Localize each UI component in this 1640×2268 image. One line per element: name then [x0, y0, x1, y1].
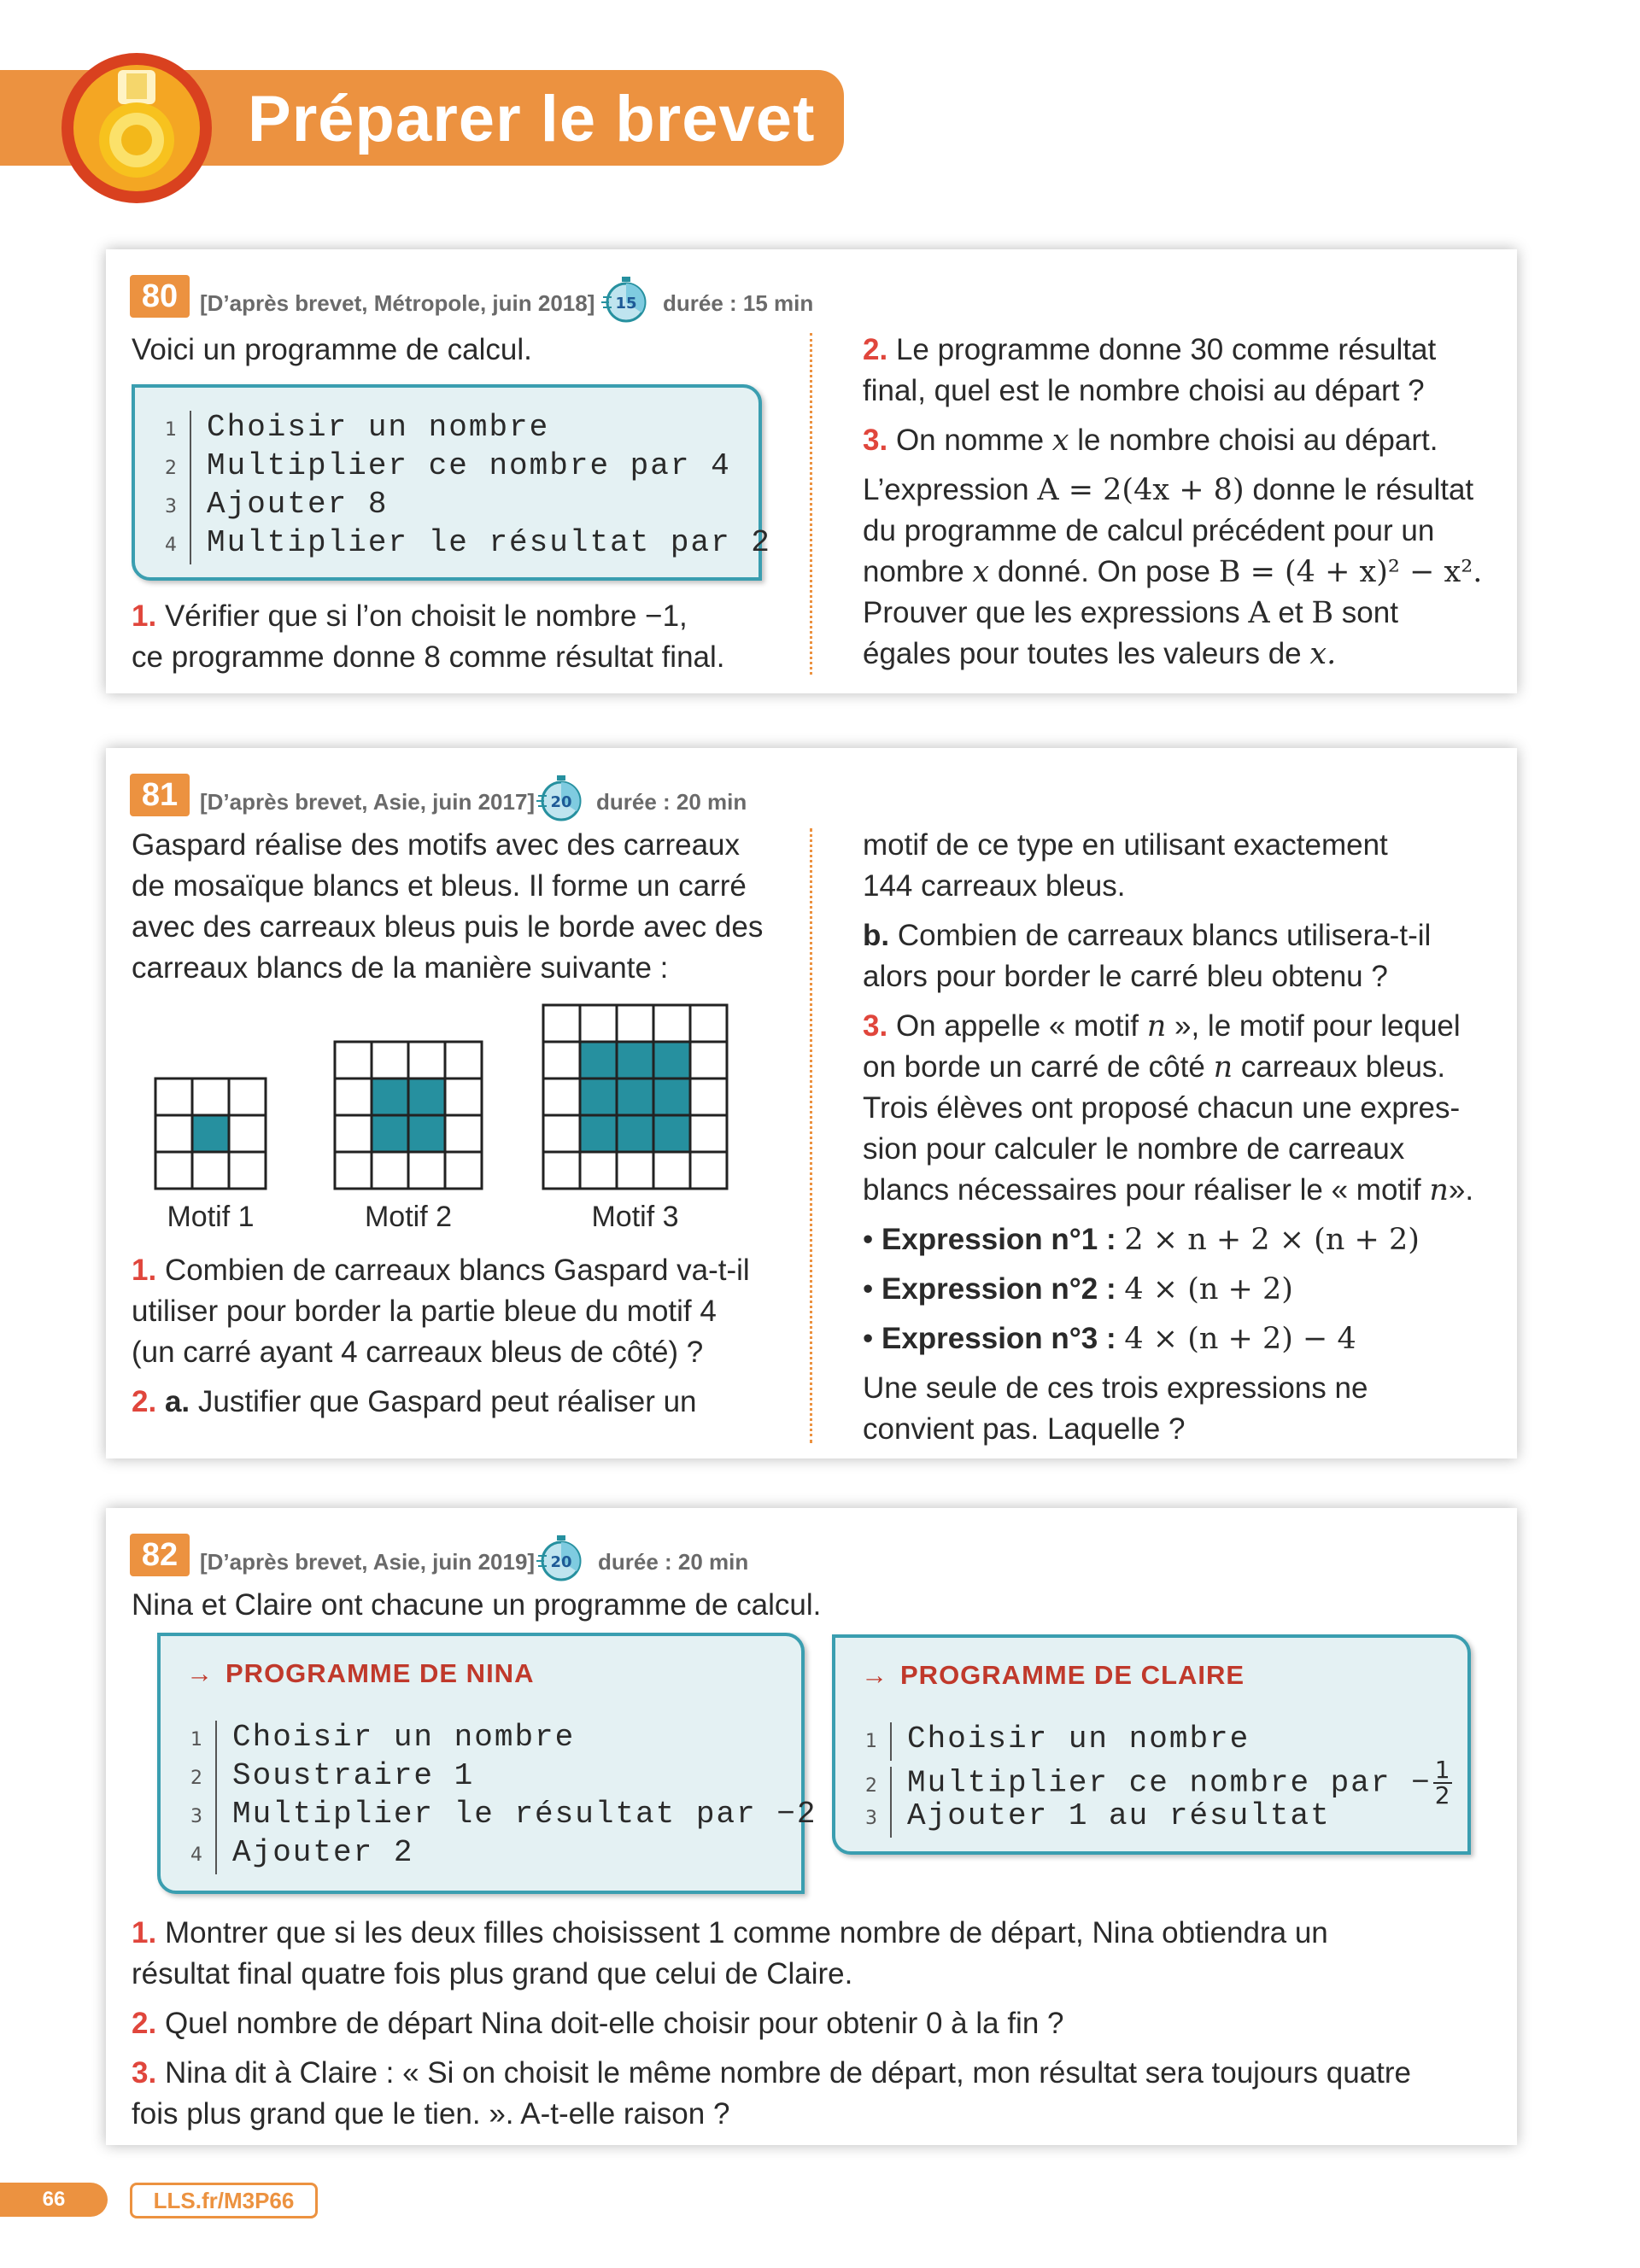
- white-tile: [580, 1152, 617, 1189]
- question-1: 1. Combien de carreaux blancs Gaspard va-t-il utiliser pour border la partie bleue du motif 4 (un carré ayant 4 carreaux bleus de côté) ? 2. a. Justifier que Gaspard peut réaliser un: [132, 1254, 750, 1418]
- program-line: 2 Multiplier ce nombre par − $\frac{1}{2}$: [852, 1758, 1452, 1797]
- question-1: 1. Vérifier que si l’on choisit le nombre −1, ce programme donne 8 comme résultat final.: [132, 599, 725, 674]
- white-tile: [229, 1152, 266, 1189]
- white-tile: [155, 1152, 192, 1189]
- program-line: 1 Choisir un nombre: [852, 1720, 1452, 1758]
- white-tile: [543, 1078, 580, 1115]
- program-line: 1 Choisir un nombre: [178, 1718, 817, 1757]
- motif-label: Motif 2: [364, 1201, 453, 1233]
- blue-tile: [408, 1115, 445, 1152]
- white-tile: [408, 1152, 445, 1189]
- white-tile: [335, 1078, 372, 1115]
- blue-tile: [617, 1078, 653, 1115]
- stopwatch-icon: [601, 275, 651, 324]
- white-tile: [192, 1078, 229, 1115]
- exercise-number: 82: [130, 1534, 190, 1576]
- white-tile: [335, 1115, 372, 1152]
- white-tile: [580, 1005, 617, 1042]
- exercise-number: 80: [130, 275, 190, 318]
- page-number: 66: [0, 2183, 108, 2217]
- white-tile: [445, 1152, 482, 1189]
- exercise-intro: Nina et Claire ont chacune un programme de calcul.: [132, 1588, 822, 1622]
- program-line: 3 Multiplier le résultat par −2: [178, 1795, 817, 1833]
- white-tile: [690, 1042, 727, 1078]
- page-title: Préparer le brevet: [248, 83, 816, 155]
- stopwatch-icon: [536, 1534, 586, 1583]
- white-tile: [229, 1115, 266, 1152]
- blue-tile: [653, 1042, 690, 1078]
- blue-tile: [192, 1115, 229, 1152]
- white-tile: [335, 1042, 372, 1078]
- exercise-duration: durée : 15 min: [663, 290, 814, 316]
- white-tile: [653, 1005, 690, 1042]
- motif-2: [335, 1042, 482, 1233]
- stopwatch-icon: [536, 774, 586, 823]
- program-box: [132, 384, 771, 581]
- exercise-intro: Gaspard réalise des motifs avec des carreaux de mosaïque blancs et bleus. Il forme un carré avec des carreaux bleus puis le borde avec des carreaux blancs de la manière suivante :: [132, 828, 764, 985]
- column-divider: [810, 333, 812, 675]
- exercise-source: [D’après brevet, Métropole, juin 2018]: [200, 290, 595, 316]
- fraction: $\frac{1}{2}$: [1434, 1756, 1450, 1809]
- white-tile: [690, 1005, 727, 1042]
- white-tile: [653, 1152, 690, 1189]
- exercise-duration: durée : 20 min: [596, 789, 747, 815]
- program-line: 1 Choisir un nombre: [152, 408, 771, 447]
- program-line: 4 Multiplier le résultat par 2: [152, 523, 771, 562]
- motif-label: Motif 1: [167, 1201, 255, 1233]
- white-tile: [372, 1042, 408, 1078]
- white-tile: [690, 1115, 727, 1152]
- exercise-source: [D’après brevet, Asie, juin 2019]: [200, 1549, 536, 1575]
- exercise-intro: Voici un programme de calcul.: [132, 333, 532, 366]
- white-tile: [445, 1042, 482, 1078]
- blue-tile: [617, 1042, 653, 1078]
- program-line: 4 Ajouter 2: [178, 1833, 817, 1872]
- white-tile: [543, 1152, 580, 1189]
- blue-tile: [653, 1115, 690, 1152]
- blue-tile: [653, 1078, 690, 1115]
- blue-tile: [580, 1115, 617, 1152]
- motif-label: Motif 3: [591, 1201, 679, 1233]
- white-tile: [408, 1042, 445, 1078]
- exercise-number: 81: [130, 774, 190, 816]
- blue-tile: [372, 1078, 408, 1115]
- program-line: 3 Ajouter 8: [152, 485, 771, 523]
- white-tile: [445, 1078, 482, 1115]
- blue-tile: [580, 1078, 617, 1115]
- exercise-duration: durée : 20 min: [598, 1549, 749, 1575]
- svg-text:20: 20: [550, 793, 572, 811]
- white-tile: [155, 1078, 192, 1115]
- white-tile: [543, 1115, 580, 1152]
- white-tile: [335, 1152, 372, 1189]
- svg-text:20: 20: [550, 1553, 572, 1571]
- program-line: 3 Ajouter 1 au résultat: [852, 1797, 1452, 1835]
- questions-2-3: motif de ce type en utilisant exactement 144 carreaux bleus. b. Combien de carreaux blancs utilisera-t-il alors pour border le carré bleu obtenu ? 3. On appelle « motif n », le motif pour lequel on borde un carré de côté n carreaux bleus. Trois élèves ont proposé chacun une expres- sion pour calculer le nombre de carreaux blancs nécessaires pour réaliser le « motif n». • Expression n°1 : 2 × n + 2 × (n + 2) • Expression n°2 : 4 × (n + 2) • Expression n°3 : 4 × (n + 2) − 4 Une seule de ces trois expressions ne convient pas. Laquelle ?: [863, 828, 1474, 1446]
- timer-minutes: 15: [615, 295, 637, 313]
- program-line: 2 Multiplier ce nombre par 4: [152, 447, 771, 485]
- exercise-source: [D’après brevet, Asie, juin 2017]: [200, 789, 536, 815]
- questions-2-3: 2. Le programme donne 30 comme résultat final, quel est le nombre choisi au départ ? 3. On nomme x le nombre choisi au départ. L’expression A = 2(4x + 8) donne le résultat du programme de calcul précédent pour un nombre x donné. On pose B = (4 + x)² − x². Prouver que les expressions A et B sont égales pour toutes les valeurs de x.: [863, 333, 1483, 671]
- claire-program-title: → PROGRAMME DE CLAIRE: [861, 1660, 1245, 1690]
- white-tile: [543, 1005, 580, 1042]
- white-tile: [543, 1042, 580, 1078]
- blue-tile: [580, 1042, 617, 1078]
- column-divider: [810, 828, 812, 1443]
- nina-program-box: [157, 1633, 817, 1894]
- blue-tile: [617, 1115, 653, 1152]
- white-tile: [229, 1078, 266, 1115]
- white-tile: [617, 1005, 653, 1042]
- white-tile: [192, 1152, 229, 1189]
- nina-program-title: → PROGRAMME DE NINA: [186, 1658, 535, 1688]
- white-tile: [445, 1115, 482, 1152]
- program-line: 2 Soustraire 1: [178, 1757, 817, 1795]
- blue-tile: [372, 1115, 408, 1152]
- resource-link[interactable]: LLS.fr/M3P66: [130, 2183, 318, 2218]
- motif-figures: [128, 991, 777, 1238]
- white-tile: [690, 1152, 727, 1189]
- questions-82: 1. Montrer que si les deux filles choisissent 1 comme nombre de départ, Nina obtiendra un résultat final quatre fois plus grand que celui de Claire. 2. Quel nombre de départ Nina doit-elle choisir pour obtenir 0 à la fin ? 3. Nina dit à Claire : « Si on choisit le même nombre de départ, mon résultat sera toujours quatre fois plus grand que le tien. ». A-t-elle raison ?: [132, 1916, 1411, 2131]
- medal-icon: [60, 51, 214, 205]
- motif-1: [155, 1078, 266, 1233]
- blue-tile: [408, 1078, 445, 1115]
- motif-3: [543, 1005, 727, 1233]
- claire-program-box: [832, 1634, 1471, 1855]
- white-tile: [690, 1078, 727, 1115]
- white-tile: [372, 1152, 408, 1189]
- white-tile: [617, 1152, 653, 1189]
- white-tile: [155, 1115, 192, 1152]
